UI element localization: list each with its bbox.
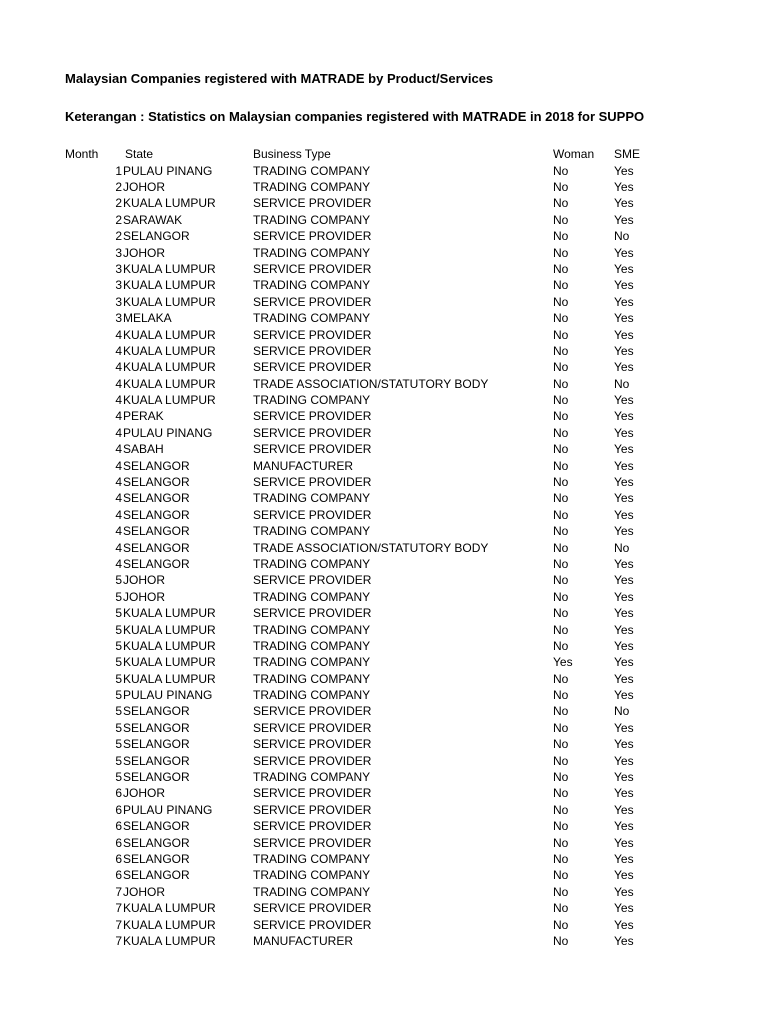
- state-cell: JOHOR: [123, 884, 165, 899]
- sme-cell: Yes: [614, 606, 634, 621]
- table-row: [0, 359, 768, 375]
- sme-cell: Yes: [614, 507, 634, 522]
- sme-cell: Yes: [614, 671, 634, 686]
- state-cell: KUALA LUMPUR: [123, 933, 216, 948]
- business-type-cell: SERVICE PROVIDER: [253, 442, 372, 457]
- business-type-cell: TRADING COMPANY: [253, 884, 371, 899]
- state-cell: SELANGOR: [123, 753, 190, 768]
- month-cell: 7: [115, 884, 122, 899]
- woman-cell: No: [553, 360, 569, 375]
- business-type-cell: SERVICE PROVIDER: [253, 835, 372, 850]
- business-type-cell: TRADING COMPANY: [253, 524, 371, 539]
- woman-cell: No: [553, 475, 569, 490]
- woman-cell: No: [553, 294, 569, 309]
- woman-cell: No: [553, 606, 569, 621]
- business-type-cell: TRADING COMPANY: [253, 589, 371, 604]
- business-type-cell: SERVICE PROVIDER: [253, 327, 372, 342]
- table-row: [0, 654, 768, 670]
- table-row: [0, 474, 768, 490]
- woman-cell: No: [553, 245, 569, 260]
- business-type-cell: TRADING COMPANY: [253, 311, 371, 326]
- sme-cell: Yes: [614, 622, 634, 637]
- business-type-cell: TRADING COMPANY: [253, 163, 371, 178]
- woman-cell: No: [553, 409, 569, 424]
- business-type-cell: TRADING COMPANY: [253, 671, 371, 686]
- sme-cell: Yes: [614, 802, 634, 817]
- month-cell: 4: [115, 458, 122, 473]
- business-type-cell: TRADING COMPANY: [253, 655, 371, 670]
- table-row: [0, 703, 768, 719]
- month-cell: 7: [115, 917, 122, 932]
- state-cell: PULAU PINANG: [123, 163, 213, 178]
- month-cell: 4: [115, 556, 122, 571]
- woman-cell: No: [553, 835, 569, 850]
- state-cell: KUALA LUMPUR: [123, 376, 216, 391]
- woman-cell: No: [553, 868, 569, 883]
- sme-cell: Yes: [614, 524, 634, 539]
- woman-cell: No: [553, 589, 569, 604]
- business-type-cell: SERVICE PROVIDER: [253, 819, 372, 834]
- business-type-cell: SERVICE PROVIDER: [253, 360, 372, 375]
- sme-cell: Yes: [614, 278, 634, 293]
- state-cell: KUALA LUMPUR: [123, 917, 216, 932]
- month-cell: 4: [115, 475, 122, 490]
- table-row: [0, 490, 768, 506]
- woman-cell: No: [553, 901, 569, 916]
- sme-cell: Yes: [614, 425, 634, 440]
- sme-cell: No: [614, 540, 630, 555]
- state-cell: SELANGOR: [123, 229, 190, 244]
- sme-cell: Yes: [614, 475, 634, 490]
- woman-cell: No: [553, 524, 569, 539]
- state-cell: SELANGOR: [123, 491, 190, 506]
- sme-cell: Yes: [614, 720, 634, 735]
- sme-cell: Yes: [614, 212, 634, 227]
- table-body: [0, 163, 768, 950]
- table-header-row: [0, 146, 768, 163]
- sme-cell: Yes: [614, 655, 634, 670]
- woman-cell: No: [553, 196, 569, 211]
- business-type-cell: TRADING COMPANY: [253, 622, 371, 637]
- table-row: [0, 785, 768, 801]
- woman-cell: No: [553, 442, 569, 457]
- month-cell: 3: [115, 278, 122, 293]
- sme-cell: Yes: [614, 819, 634, 834]
- sme-cell: Yes: [614, 688, 634, 703]
- sme-cell: Yes: [614, 261, 634, 276]
- state-cell: JOHOR: [123, 589, 165, 604]
- table-row: [0, 589, 768, 605]
- sme-cell: Yes: [614, 852, 634, 866]
- month-cell: 5: [115, 753, 122, 768]
- companies-table: [0, 146, 768, 949]
- state-cell: KUALA LUMPUR: [123, 278, 216, 293]
- woman-cell: No: [553, 671, 569, 686]
- woman-cell: No: [553, 376, 569, 391]
- business-type-cell: SERVICE PROVIDER: [253, 704, 372, 719]
- woman-cell: No: [553, 638, 569, 653]
- state-cell: MELAKA: [123, 311, 172, 326]
- state-cell: SELANGOR: [123, 737, 190, 752]
- table-row: [0, 507, 768, 523]
- month-cell: 4: [115, 409, 122, 424]
- business-type-cell: TRADE ASSOCIATION/STATUTORY BODY: [253, 376, 489, 391]
- table-row: [0, 736, 768, 752]
- woman-cell: No: [553, 770, 569, 785]
- woman-cell: No: [553, 425, 569, 440]
- sme-cell: Yes: [614, 868, 634, 883]
- sme-cell: Yes: [614, 294, 634, 309]
- business-type-cell: SERVICE PROVIDER: [253, 917, 372, 932]
- state-cell: SELANGOR: [123, 868, 190, 883]
- sme-cell: Yes: [614, 491, 634, 506]
- state-cell: KUALA LUMPUR: [123, 343, 216, 358]
- business-type-cell: TRADING COMPANY: [253, 556, 371, 571]
- table-row: [0, 671, 768, 687]
- state-cell: KUALA LUMPUR: [123, 393, 216, 408]
- table-row: [0, 605, 768, 621]
- woman-cell: No: [553, 704, 569, 719]
- table-row: [0, 523, 768, 539]
- month-cell: 4: [115, 343, 122, 358]
- month-cell: 4: [115, 524, 122, 539]
- column-header-sme: SME: [614, 147, 641, 161]
- month-cell: 4: [115, 376, 122, 391]
- state-cell: PULAU PINANG: [123, 688, 213, 703]
- business-type-cell: SERVICE PROVIDER: [253, 507, 372, 522]
- month-cell: 5: [115, 589, 122, 604]
- table-row: [0, 867, 768, 883]
- state-cell: SELANGOR: [123, 524, 190, 539]
- sme-cell: Yes: [614, 196, 634, 211]
- table-row: [0, 900, 768, 916]
- table-row: [0, 687, 768, 703]
- month-cell: 3: [115, 311, 122, 326]
- business-type-cell: TRADING COMPANY: [253, 179, 371, 194]
- month-cell: 3: [115, 245, 122, 260]
- woman-cell: No: [553, 737, 569, 752]
- sme-cell: Yes: [614, 638, 634, 653]
- column-header-state: State: [125, 147, 154, 161]
- sme-cell: Yes: [614, 589, 634, 604]
- woman-cell: No: [553, 507, 569, 522]
- woman-cell: No: [553, 753, 569, 768]
- month-cell: 4: [115, 540, 122, 555]
- sme-cell: Yes: [614, 917, 634, 932]
- month-cell: 5: [115, 671, 122, 686]
- business-type-cell: TRADING COMPANY: [253, 638, 371, 653]
- woman-cell: No: [553, 556, 569, 571]
- month-cell: 4: [115, 393, 122, 408]
- table-row: [0, 458, 768, 474]
- woman-cell: No: [553, 163, 569, 178]
- sme-cell: No: [614, 376, 630, 391]
- business-type-cell: SERVICE PROVIDER: [253, 901, 372, 916]
- business-type-cell: TRADING COMPANY: [253, 491, 371, 506]
- month-cell: 6: [115, 852, 122, 866]
- sme-cell: Yes: [614, 835, 634, 850]
- table-row: [0, 441, 768, 457]
- table-row: [0, 884, 768, 900]
- woman-cell: No: [553, 327, 569, 342]
- month-cell: 5: [115, 704, 122, 719]
- month-cell: 3: [115, 261, 122, 276]
- table-row: [0, 212, 768, 228]
- sme-cell: Yes: [614, 933, 634, 948]
- state-cell: SABAH: [123, 442, 164, 457]
- month-cell: 5: [115, 573, 122, 588]
- table-row: [0, 802, 768, 818]
- state-cell: SELANGOR: [123, 540, 190, 555]
- state-cell: SELANGOR: [123, 704, 190, 719]
- table-row: [0, 294, 768, 310]
- business-type-cell: SERVICE PROVIDER: [253, 196, 372, 211]
- month-cell: 4: [115, 507, 122, 522]
- month-cell: 6: [115, 819, 122, 834]
- month-cell: 5: [115, 622, 122, 637]
- state-cell: KUALA LUMPUR: [123, 606, 216, 621]
- month-cell: 7: [115, 933, 122, 948]
- state-cell: SELANGOR: [123, 852, 190, 866]
- sme-cell: Yes: [614, 573, 634, 588]
- woman-cell: No: [553, 819, 569, 834]
- month-cell: 3: [115, 294, 122, 309]
- business-type-cell: TRADING COMPANY: [253, 770, 371, 785]
- table-row: [0, 179, 768, 195]
- state-cell: SELANGOR: [123, 556, 190, 571]
- state-cell: SELANGOR: [123, 835, 190, 850]
- woman-cell: No: [553, 278, 569, 293]
- woman-cell: No: [553, 261, 569, 276]
- document-subtitle: Keterangan : Statistics on Malaysian companies registered with MATRADE in 2018 for SUPPO: [65, 109, 645, 124]
- state-cell: KUALA LUMPUR: [123, 655, 216, 670]
- table-row: [0, 228, 768, 244]
- state-cell: SELANGOR: [123, 770, 190, 785]
- state-cell: SELANGOR: [123, 507, 190, 522]
- month-cell: 1: [115, 163, 122, 178]
- table-row: [0, 835, 768, 851]
- state-cell: KUALA LUMPUR: [123, 294, 216, 309]
- sme-cell: Yes: [614, 343, 634, 358]
- business-type-cell: TRADING COMPANY: [253, 212, 371, 227]
- month-cell: 2: [115, 196, 122, 211]
- business-type-cell: SERVICE PROVIDER: [253, 573, 372, 588]
- business-type-cell: MANUFACTURER: [253, 458, 354, 473]
- month-cell: 4: [115, 425, 122, 440]
- business-type-cell: MANUFACTURER: [253, 933, 354, 948]
- sme-cell: Yes: [614, 163, 634, 178]
- woman-cell: No: [553, 884, 569, 899]
- month-cell: 2: [115, 212, 122, 227]
- business-type-cell: SERVICE PROVIDER: [253, 261, 372, 276]
- table-row: [0, 392, 768, 408]
- woman-cell: Yes: [553, 655, 573, 670]
- month-cell: 4: [115, 442, 122, 457]
- state-cell: JOHOR: [123, 245, 165, 260]
- sme-cell: Yes: [614, 786, 634, 801]
- sme-cell: No: [614, 229, 630, 244]
- woman-cell: No: [553, 688, 569, 703]
- business-type-cell: TRADING COMPANY: [253, 868, 371, 883]
- table-row: [0, 310, 768, 326]
- state-cell: SELANGOR: [123, 458, 190, 473]
- business-type-cell: SERVICE PROVIDER: [253, 229, 372, 244]
- month-cell: 5: [115, 688, 122, 703]
- table-row: [0, 343, 768, 359]
- woman-cell: No: [553, 720, 569, 735]
- month-cell: 7: [115, 901, 122, 916]
- business-type-cell: SERVICE PROVIDER: [253, 343, 372, 358]
- month-cell: 5: [115, 606, 122, 621]
- woman-cell: No: [553, 311, 569, 326]
- column-header-business-type: Business Type: [253, 147, 331, 161]
- woman-cell: No: [553, 458, 569, 473]
- business-type-cell: SERVICE PROVIDER: [253, 475, 372, 490]
- month-cell: 6: [115, 802, 122, 817]
- state-cell: PULAU PINANG: [123, 802, 213, 817]
- sme-cell: Yes: [614, 901, 634, 916]
- state-cell: KUALA LUMPUR: [123, 671, 216, 686]
- document-title: Malaysian Companies registered with MATRADE by Product/Services: [65, 71, 494, 86]
- table-row: [0, 277, 768, 293]
- state-cell: PULAU PINANG: [123, 425, 213, 440]
- state-cell: KUALA LUMPUR: [123, 360, 216, 375]
- sme-cell: Yes: [614, 737, 634, 752]
- table-row: [0, 572, 768, 588]
- business-type-cell: SERVICE PROVIDER: [253, 786, 372, 801]
- state-cell: KUALA LUMPUR: [123, 261, 216, 276]
- month-cell: 6: [115, 786, 122, 801]
- table-row: [0, 261, 768, 277]
- woman-cell: No: [553, 917, 569, 932]
- sme-cell: Yes: [614, 360, 634, 375]
- sme-cell: Yes: [614, 393, 634, 408]
- sme-cell: Yes: [614, 753, 634, 768]
- month-cell: 5: [115, 737, 122, 752]
- sme-cell: Yes: [614, 245, 634, 260]
- table-row: [0, 376, 768, 392]
- month-cell: 2: [115, 229, 122, 244]
- woman-cell: No: [553, 212, 569, 227]
- business-type-cell: SERVICE PROVIDER: [253, 802, 372, 817]
- business-type-cell: SERVICE PROVIDER: [253, 720, 372, 735]
- sme-cell: Yes: [614, 409, 634, 424]
- woman-cell: No: [553, 393, 569, 408]
- state-cell: KUALA LUMPUR: [123, 196, 216, 211]
- table-row: [0, 556, 768, 572]
- woman-cell: No: [553, 802, 569, 817]
- woman-cell: No: [553, 540, 569, 555]
- month-cell: 4: [115, 327, 122, 342]
- month-cell: 4: [115, 360, 122, 375]
- state-cell: JOHOR: [123, 179, 165, 194]
- month-cell: 5: [115, 638, 122, 653]
- sme-cell: Yes: [614, 770, 634, 785]
- sme-cell: Yes: [614, 442, 634, 457]
- table-row: [0, 851, 768, 867]
- sme-cell: Yes: [614, 884, 634, 899]
- month-cell: 2: [115, 179, 122, 194]
- table-row: [0, 327, 768, 343]
- sme-cell: Yes: [614, 556, 634, 571]
- state-cell: JOHOR: [123, 786, 165, 801]
- month-cell: 4: [115, 491, 122, 506]
- business-type-cell: TRADING COMPANY: [253, 278, 371, 293]
- sme-cell: No: [614, 704, 630, 719]
- table-row: [0, 769, 768, 785]
- woman-cell: No: [553, 491, 569, 506]
- state-cell: SELANGOR: [123, 475, 190, 490]
- month-cell: 6: [115, 835, 122, 850]
- state-cell: KUALA LUMPUR: [123, 638, 216, 653]
- table-row: [0, 720, 768, 736]
- woman-cell: No: [553, 179, 569, 194]
- month-cell: 5: [115, 655, 122, 670]
- woman-cell: No: [553, 622, 569, 637]
- woman-cell: No: [553, 573, 569, 588]
- woman-cell: No: [553, 229, 569, 244]
- table-row: [0, 408, 768, 424]
- business-type-cell: SERVICE PROVIDER: [253, 409, 372, 424]
- table-row: [0, 933, 768, 949]
- state-cell: SELANGOR: [123, 819, 190, 834]
- month-cell: 6: [115, 868, 122, 883]
- state-cell: KUALA LUMPUR: [123, 622, 216, 637]
- state-cell: KUALA LUMPUR: [123, 901, 216, 916]
- table-row: [0, 622, 768, 638]
- table-row: [0, 753, 768, 769]
- woman-cell: No: [553, 343, 569, 358]
- month-cell: 5: [115, 720, 122, 735]
- business-type-cell: SERVICE PROVIDER: [253, 606, 372, 621]
- table-row: [0, 818, 768, 834]
- sme-cell: Yes: [614, 327, 634, 342]
- table-row: [0, 540, 768, 556]
- sme-cell: Yes: [614, 179, 634, 194]
- business-type-cell: TRADING COMPANY: [253, 688, 371, 703]
- business-type-cell: SERVICE PROVIDER: [253, 737, 372, 752]
- state-cell: SELANGOR: [123, 720, 190, 735]
- table-row: [0, 425, 768, 441]
- table-row: [0, 917, 768, 933]
- business-type-cell: TRADE ASSOCIATION/STATUTORY BODY: [253, 540, 489, 555]
- business-type-cell: SERVICE PROVIDER: [253, 294, 372, 309]
- business-type-cell: TRADING COMPANY: [253, 245, 371, 260]
- table-row: [0, 195, 768, 211]
- business-type-cell: TRADING COMPANY: [253, 393, 371, 408]
- business-type-cell: SERVICE PROVIDER: [253, 425, 372, 440]
- table-row: [0, 638, 768, 654]
- column-header-woman: Woman: [553, 147, 595, 161]
- sme-cell: Yes: [614, 311, 634, 326]
- woman-cell: No: [553, 933, 569, 948]
- column-header-month: Month: [65, 147, 99, 161]
- woman-cell: No: [553, 786, 569, 801]
- woman-cell: No: [553, 852, 569, 866]
- month-cell: 5: [115, 770, 122, 785]
- business-type-cell: TRADING COMPANY: [253, 852, 371, 866]
- state-cell: JOHOR: [123, 573, 165, 588]
- state-cell: PERAK: [123, 409, 164, 424]
- business-type-cell: SERVICE PROVIDER: [253, 753, 372, 768]
- table-row: [0, 245, 768, 261]
- state-cell: SARAWAK: [123, 212, 183, 227]
- table-row: [0, 163, 768, 179]
- sme-cell: Yes: [614, 458, 634, 473]
- state-cell: KUALA LUMPUR: [123, 327, 216, 342]
